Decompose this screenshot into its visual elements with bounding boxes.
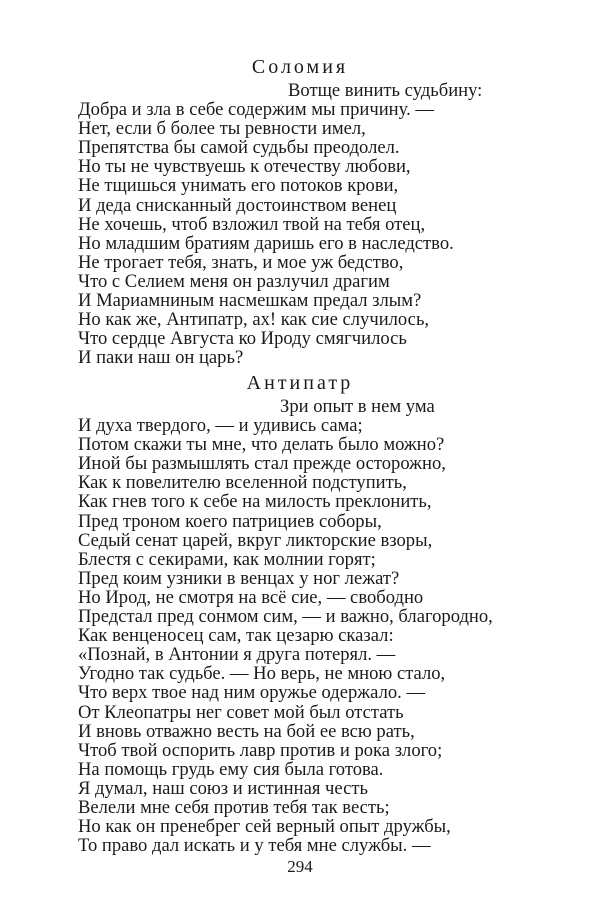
verse-block-2: [78, 397, 578, 855]
verse-line: Предстал пред сонмом сим, — и важно, благородно,: [78, 606, 493, 628]
verse-line: Пред троном коего патрициев соборы,: [78, 510, 382, 532]
verse-line: Но Ирод, не смотря на всё сие, — свободно: [78, 586, 424, 608]
verse-line: Блестя с секирами, как молнии горят;: [78, 548, 376, 570]
speaker-name-antipatr: Антипатр: [246, 372, 354, 394]
verse-line: Но как же, Антипатр, ах! как сие случилось,: [78, 309, 430, 331]
verse-line: Что верх твое над ним оружье одержало. —: [78, 682, 426, 704]
verse-line: Как венценосец сам, так цезарю сказал:: [78, 625, 394, 647]
verse-line: «Познай, в Антонии я друга потерял. —: [78, 644, 396, 666]
verse-line: И паки наш он царь?: [78, 347, 244, 369]
verse-line: Я думал, наш союз и истинная честь: [78, 777, 368, 799]
verse-line: И Мариамниным насмешкам предал злым?: [78, 290, 422, 312]
verse-line: Как гнев того к себе на милость преклонить,: [78, 491, 432, 513]
verse-line: Но младшим братиям даришь его в наследство.: [78, 232, 454, 254]
verse-line: Не трогает тебя, знать, и мое уж бедство,: [78, 251, 404, 273]
verse-line: Зри опыт в нем ума: [280, 396, 435, 417]
verse-line: Как к повелителю вселенной подступить,: [78, 472, 407, 494]
verse-line: Вотще винить судьбину:: [288, 80, 483, 101]
verse-line: Но как он пренебрег сей верный опыт дружбы,: [78, 816, 451, 838]
verse-line: Не хочешь, чтоб взложил твой на тебя отец,: [78, 213, 426, 235]
verse-line: То право дал искать и у тебя мне службы. —: [78, 835, 431, 857]
page-number: 294: [287, 857, 313, 876]
verse-line: И вновь отважно весть на бой ее всю рать,: [78, 720, 415, 742]
verse-line: Велели мне себя против тебя так весть;: [78, 796, 390, 818]
verse-line: Чтоб твой оспорить лавр против и рока злого;: [78, 739, 443, 761]
verse-line: Что с Селием меня он разлучил драгим: [78, 270, 390, 292]
verse-line: Пред коим узники в венцах у ног лежат?: [78, 567, 400, 589]
verse-line: Не тщишься унимать его потоков крови,: [78, 175, 399, 197]
verse-line: Препятства бы самой судьбы преодолел.: [78, 137, 400, 159]
verse-line: И духа твердого, — и удивись сама;: [78, 415, 363, 437]
verse-line: На помощь грудь ему сия была готова.: [78, 758, 384, 780]
speaker-name-solomiya: Соломия: [251, 56, 349, 78]
verse-line: Но ты не чувствуешь к отечеству любови,: [78, 156, 411, 178]
verse-block-1: [78, 81, 578, 367]
verse-line: Седый сенат царей, вкруг ликторские взоры,: [78, 529, 433, 551]
verse-line: Потом скажи ты мне, что делать было можно?: [78, 434, 445, 456]
verse-line: Что сердце Августа ко Ироду смягчилось: [78, 328, 407, 350]
verse-line: Нет, если б более ты ревности имел,: [78, 118, 366, 140]
verse-line: От Клеопатры нег совет мой был отстать: [78, 701, 404, 723]
verse-line: Угодно так судьбе. — Но верь, не мною стало,: [78, 663, 446, 685]
verse-line: Добра и зла в себе содержим мы причину. —: [78, 99, 434, 121]
verse-line: И деда снисканный достоинством венец: [78, 194, 397, 216]
verse-line: Иной бы размышлять стал прежде осторожно,: [78, 453, 446, 475]
